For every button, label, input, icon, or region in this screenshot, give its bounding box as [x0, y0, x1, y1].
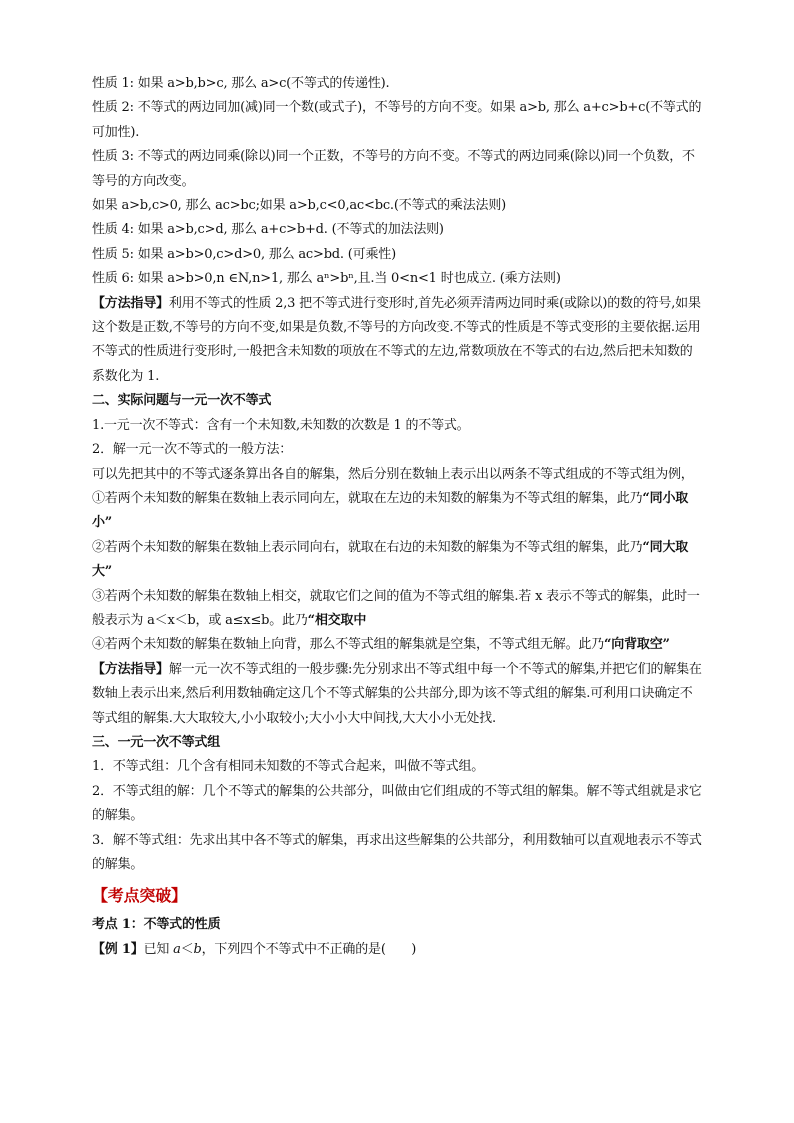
property-5: 性质 5: 如果 a>b>0,c>d>0, 那么 ac>bd. (可乘性)	[92, 246, 396, 262]
property-1: 性质 1: 如果 a>b,b>c, 那么 a>c(不等式的传递性).	[92, 76, 390, 91]
method-guide-1	[92, 292, 704, 390]
section-3-p2: 2．不等式组的解：几个不等式的解集的公共部分，叫做由它们组成的不等式组的解集。解不等式组就是求它的解集。	[92, 783, 702, 824]
rule-item-text: ④若两个未知数的解集在数轴上向背，那么不等式组的解集就是空集，不等式组无解。此乃	[92, 637, 605, 653]
example-text-before: 已知	[143, 941, 174, 957]
method-guide-text: 利用不等式的性质 2,3 把不等式进行变形时,首先必须弄清两边同时乘(或除以)的数的符号,如果这个数是正数,不等号的方向不变,如果是负数,不等号的方向改变.不等式的性质是不等式变形的主要依据.运用不等式的性质进行变形时,一般把含未知数的项放在不等式的左边,常数项放在不等式的右边,然后把未知数的系数化为 1.	[92, 295, 701, 384]
method-guide-label: 【方法指导】	[92, 295, 169, 311]
document-content	[92, 72, 704, 962]
rule-item-mnemonic: “同小取小”	[92, 490, 689, 531]
rule-item-2	[92, 536, 704, 585]
property-3: 性质 3: 不等式的两边同乘(除以)同一个正数，不等号的方向不变。不等式的两边同乘(除以)同一个负数，不等号的方向改变。	[92, 149, 695, 189]
method-guide-label: 【方法指导】	[92, 661, 169, 677]
rule-item-mnemonic: “同大取大”	[92, 539, 689, 580]
rule-item-4	[92, 633, 704, 657]
example-text-after: ，下列四个不等式中不正确的是( )	[201, 941, 417, 957]
property-4: 性质 4: 如果 a>b,c>d, 那么 a+c>b+d. (不等式的加法法则)	[92, 222, 444, 238]
section-3-heading: 三、一元一次不等式组	[92, 734, 221, 750]
section-2-p2: 2．解一元一次不等式的一般方法：	[92, 442, 293, 458]
property-6: 性质 6: 如果 a>b>0,n ∈N,n>1, 那么 aⁿ>bⁿ,且.当 0<n<1 时也成立. (乘方法则)	[92, 271, 561, 287]
section-2-p1: 1.一元一次不等式：含有一个未知数,未知数的次数是 1 的不等式。	[92, 417, 470, 433]
rule-item-3	[92, 585, 704, 634]
section-3-p3: 3．解不等式组：先求出其中各不等式的解集，再求出这些解集的公共部分，利用数轴可以直观地表示不等式的解集。	[92, 832, 702, 872]
rule-item-1	[92, 487, 704, 536]
rule-item-text: ①若两个未知数的解集在数轴上表示同向左，就取在左边的未知数的解集为不等式组的解集，此乃	[92, 490, 643, 506]
rule-item-mnemonic: “向背取空”	[604, 637, 670, 653]
property-2: 性质 2: 不等式的两边同加(减)同一个数(或式子)，不等号的方向不变。如果 a>b, 那么 a+c>b+c(不等式的可加性).	[92, 100, 702, 140]
rule-item-text: ②若两个未知数的解集在数轴上表示同向右，就取在右边的未知数的解集为不等式组的解集，此乃	[92, 539, 643, 555]
section-3-p1: 1．不等式组：几个含有相同未知数的不等式合起来，叫做不等式组。	[92, 759, 485, 775]
property-3-detail: 如果 a>b,c>0, 那么 ac>bc;如果 a>b,c<0,ac<bc.(不等式的乘法法则)	[92, 198, 506, 214]
variable-b: b	[193, 941, 202, 957]
less-than-sign: ＜	[180, 941, 194, 957]
kaodian-1-heading: 考点 1：不等式的性质	[92, 917, 221, 933]
rule-item-mnemonic: “相交取中	[307, 612, 367, 628]
example-1	[92, 938, 704, 962]
method-guide-2	[92, 658, 704, 731]
section-2-heading: 二、实际问题与一元一次不等式	[92, 393, 272, 409]
method-guide-text: 解一元一次不等式组的一般步骤:先分别求出不等式组中每一个不等式的解集,并把它们的解集在数轴上表示出来,然后利用数轴确定这几个不等式解集的公共部分,即为该不等式组的解集.可利用口诀确定不等式组的解集.大大取较大,小小取较小;大小小大中间找,大大小小无处找.	[92, 661, 702, 726]
breakthrough-heading: 【考点突破】	[92, 886, 187, 906]
example-label: 【例 1】	[92, 941, 144, 957]
rule-item-text: ③若两个未知数的解集在数轴上相交，就取它们之间的值为不等式组的解集.若 x 表示不等式的解集，此时一般表示为 a＜x＜b，或 a≤x≤b。此乃	[92, 588, 700, 628]
section-2-p3: 可以先把其中的不等式逐条算出各自的解集，然后分别在数轴上表示出以两条不等式组成的不等式组为例，	[92, 466, 694, 482]
variable-a: a	[173, 941, 181, 957]
